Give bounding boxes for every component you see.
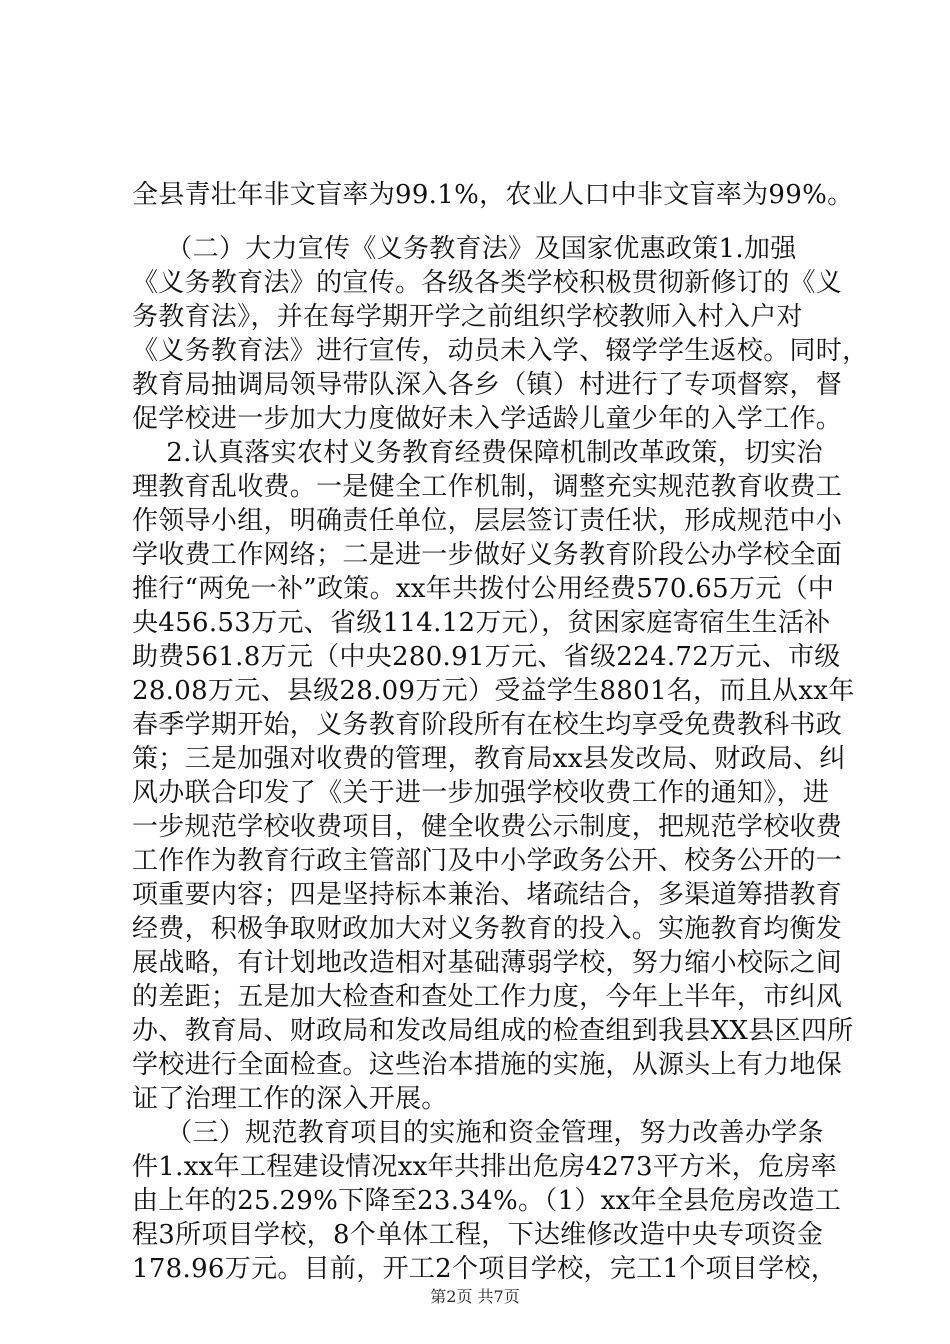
text-line: 项重要内容；四是坚持标本兼治、堵疏结合，多渠道筹措教育 [132, 880, 843, 910]
text-line: 理教育乱收费。一是健全工作机制，调整充实规范教育收费工 [132, 472, 843, 502]
text-line: 的差距；五是加大检查和查处工作力度，今年上半年，市纠风 [132, 982, 843, 1012]
text-line: 2.认真落实农村义务教育经费保障机制改革政策，切实治 [132, 438, 823, 468]
text-line: 央456.53万元、省级114.12万元），贫困家庭寄宿生生活补 [132, 608, 831, 638]
text-line: （二）大力宣传《义务教育法》及国家优惠政策1.加强 [132, 234, 797, 264]
body-text [132, 178, 869, 1286]
text-line: 助费561.8万元（中央280.91万元、省级224.72万元、市级 [132, 642, 841, 672]
text-line: 工作作为教育行政主管部门及中小学政务公开、校务公开的一 [132, 846, 843, 876]
text-line: 由上年的25.29%下降至23.34%。（1）xx年全县危房改造工 [132, 1186, 842, 1216]
text-line: 学校进行全面检查。这些治本措施的实施，从源头上有力地保 [132, 1050, 843, 1080]
text-line: 全县青壮年非文盲率为99.1%，农业人口中非文盲率为99%。 [132, 180, 854, 210]
text-line: 178.96万元。目前，开工2个项目学校，完工1个项目学校， [132, 1254, 838, 1284]
text-line: 《义务教育法》的宣传。各级各类学校积极贯彻新修订的《义 [132, 268, 843, 298]
text-line: 作领导小组，明确责任单位，层层签订责任状，形成规范中小 [132, 506, 843, 536]
blank-line [132, 212, 832, 232]
text-line: （三）规范教育项目的实施和资金管理，努力改善办学条 [132, 1118, 824, 1148]
text-line: 件1.xx年工程建设情况xx年共排出危房4273平方米，危房率 [132, 1152, 837, 1182]
text-line: 办、教育局、财政局和发改局组成的检查组到我县XX县区四所 [132, 1016, 854, 1046]
text-line: 证了治理工作的深入开展。 [132, 1084, 448, 1114]
text-line: 推行“两免一补”政策。xx年共拨付公用经费570.65万元（中 [132, 574, 835, 604]
text-line: 一步规范学校收费项目，健全收费公示制度，把规范学校收费 [132, 812, 843, 842]
text-line: 学收费工作网络；二是进一步做好义务教育阶段公办学校全面 [132, 540, 843, 570]
text-line: 策；三是加强对收费的管理，教育局xx县发改局、财政局、纠 [132, 744, 846, 774]
text-line: 28.08万元、县级28.09万元）受益学生8801名，而且从xx年 [132, 676, 855, 706]
text-line: 春季学期开始，义务教育阶段所有在校生均享受免费教科书政 [132, 710, 843, 740]
page-number-footer: 第2页 共7页 [430, 1287, 520, 1306]
text-line: 《义务教育法》进行宣传，动员未入学、辍学学生返校。同时， [132, 336, 869, 366]
text-line: 风办联合印发了《关于进一步加强学校收费工作的通知》，进 [132, 778, 830, 808]
text-line: 经费，积极争取财政加大对义务教育的投入。实施教育均衡发 [132, 914, 843, 944]
text-line: 展战略，有计划地改造相对基础薄弱学校，努力缩小校际之间 [132, 948, 843, 978]
text-line: 务教育法》，并在每学期开学之前组织学校教师入村入户对 [132, 302, 803, 332]
text-line: 教育局抽调局领导带队深入各乡（镇）村进行了专项督察，督 [132, 370, 843, 400]
text-line: 程3所项目学校，8个单体工程，下达维修改造中央专项资金 [132, 1220, 824, 1250]
text-line: 促学校进一步加大力度做好未入学适龄儿童少年的入学工作。 [132, 404, 843, 434]
